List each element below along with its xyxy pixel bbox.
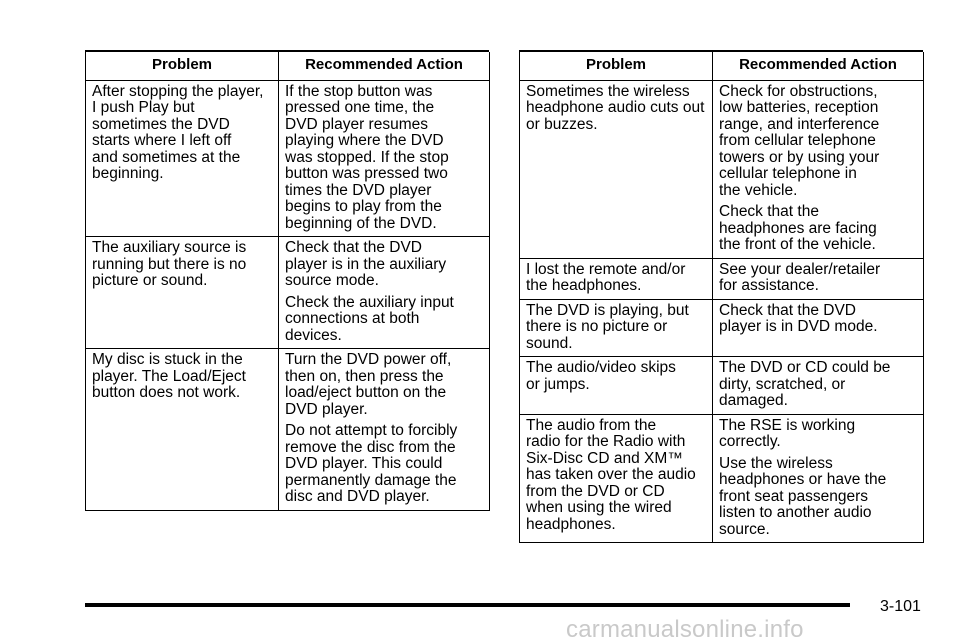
problem-cell [520,258,713,299]
problem-text-line: player. The Load/Eject [92,367,246,385]
problem-cell [520,414,713,543]
problem-text-line: picture or sound. [92,272,208,289]
problem-text-line: After stopping the player, [92,82,264,100]
recommended-action-cell [279,80,490,237]
action-text-line: was stopped. If the stop [285,148,449,166]
action-text-line: correctly. [719,433,781,450]
action-text-line: front seat passengers [719,487,869,505]
problem-text-line: Six-Disc CD and XM™ [526,449,683,467]
action-text-line: See your dealer/retailer [719,260,881,278]
action-text-line: The RSE is working [719,416,856,434]
problem-cell [86,80,279,237]
action-text-line: source mode. [285,272,379,289]
action-text-line: DVD player. This could [285,455,443,472]
problem-cell [86,349,279,511]
action-text-line: listen to another audio [719,504,872,521]
problem-text-line: My disc is stuck in the [92,351,243,368]
action-text-line: permanently damage the [285,471,457,489]
action-text-line: damaged. [719,392,788,409]
problem-text-line: I push Play but [92,99,195,116]
action-text-line: player is in the auxiliary [285,255,447,273]
action-text-line: Turn the DVD power off, [285,351,452,368]
problem-text-line: The audio/video skips [526,359,676,376]
action-text-line: devices. [285,326,342,344]
table-row [520,357,924,415]
recommended-action-cell [713,414,924,543]
action-text-line: connections at both [285,310,420,327]
recommended-action-cell [279,349,490,511]
footer-rule [85,603,850,607]
problem-text-line: or buzzes. [526,115,598,133]
problem-text-line: radio for the Radio with [526,433,686,450]
table-row [86,80,490,237]
left-troubleshooting-table [85,52,490,511]
action-paragraph [719,84,917,200]
problem-text-line: and sometimes at the [92,148,241,166]
action-text-line: disc and DVD player. [285,488,430,505]
action-text-line: playing where the DVD [285,132,444,149]
action-text-line: beginning of the DVD. [285,214,437,232]
action-paragraph [719,303,917,336]
problem-text-line: running but there is no [92,255,247,273]
watermark-text: carmanualsonline.info [566,616,804,643]
problem-text-line: there is no picture or [526,318,668,335]
problem-cell [520,357,713,415]
recommended-action-column-header: Recommended Action [713,52,924,80]
action-text-line: low batteries, reception [719,99,879,116]
action-text-line: Check that the DVD [285,239,422,256]
action-text-line: Check for obstructions, [719,82,878,100]
action-paragraph [719,418,917,451]
action-text-line: dirty, scratched, or [719,375,846,393]
action-text-line: player is in DVD mode. [719,318,878,335]
action-text-line: Use the wireless [719,454,833,472]
problem-text-line: headphone audio cuts out [526,99,705,116]
action-text-line: button was pressed two [285,165,448,182]
recommended-action-cell [279,237,490,349]
action-text-line: headphones are facing [719,219,877,237]
recommended-action-cell [713,80,924,258]
recommended-action-column-header: Recommended Action [279,52,490,80]
problem-text-line: or jumps. [526,375,590,393]
action-text-line: the front of the vehicle. [719,236,876,253]
recommended-action-cell [713,258,924,299]
problem-cell [520,80,713,258]
table-row [520,414,924,543]
action-text-line: Do not attempt to forcibly [285,422,458,439]
table-row [86,349,490,511]
action-text-line: load/eject button on the [285,384,447,401]
action-text-line: headphones or have the [719,471,887,488]
table-row [520,80,924,258]
action-paragraph [285,240,483,290]
action-paragraph [719,262,917,295]
right-troubleshooting-table [519,52,924,543]
action-paragraph [719,456,917,539]
action-text-line: the vehicle. [719,181,798,199]
problem-text-line: headphones. [526,515,616,533]
action-text-line: Check the auxiliary input [285,293,454,311]
problem-text-line: I lost the remote and/or [526,260,686,278]
action-text-line: source. [719,520,770,538]
problem-cell [520,299,713,357]
problem-text-line: sometimes the DVD [92,115,230,133]
action-text-line: DVD player. [285,400,368,418]
action-text-line: The DVD or CD could be [719,359,891,376]
table-row [86,237,490,349]
action-paragraph [719,204,917,254]
recommended-action-cell [713,299,924,357]
problem-text-line: the headphones. [526,277,642,294]
action-text-line: cellular telephone in [719,165,857,182]
problem-text-line: beginning. [92,165,164,182]
action-text-line: pressed one time, the [285,99,435,116]
action-text-line: Check that the DVD [719,301,856,319]
action-text-line: for assistance. [719,277,819,294]
action-paragraph [285,295,483,345]
action-paragraph [285,84,483,233]
action-paragraph [285,352,483,418]
problem-cell [86,237,279,349]
problem-text-line: has taken over the audio [526,466,696,483]
action-text-line: DVD player resumes [285,115,428,133]
action-text-line: then on, then press the [285,367,444,385]
action-text-line: Check that the [719,203,819,220]
problem-text-line: The DVD is playing, but [526,301,689,319]
problem-text-line: from the DVD or CD [526,482,665,500]
problem-column-header: Problem [86,52,279,80]
action-text-line: towers or by using your [719,148,880,166]
action-text-line: times the DVD player [285,181,432,199]
table-header-row [520,52,924,80]
problem-text-line: The audio from the [526,416,657,434]
problem-text-line: starts where I left off [92,132,232,149]
problem-text-line: sound. [526,334,573,352]
action-text-line: remove the disc from the [285,438,456,456]
problem-text-line: The auxiliary source is [92,239,247,256]
recommended-action-cell [713,357,924,415]
action-paragraph [285,423,483,506]
action-text-line: begins to play from the [285,198,442,215]
action-paragraph [719,360,917,410]
table-row [520,258,924,299]
action-text-line: If the stop button was [285,82,433,100]
problem-text-line: button does not work. [92,384,241,401]
table-header-row [86,52,490,80]
problem-text-line: when using the wired [526,499,672,516]
page-number: 3-101 [880,598,921,615]
problem-column-header: Problem [520,52,713,80]
table-row [520,299,924,357]
action-text-line: from cellular telephone [719,132,876,149]
action-text-line: range, and interference [719,115,880,133]
problem-text-line: Sometimes the wireless [526,82,690,100]
